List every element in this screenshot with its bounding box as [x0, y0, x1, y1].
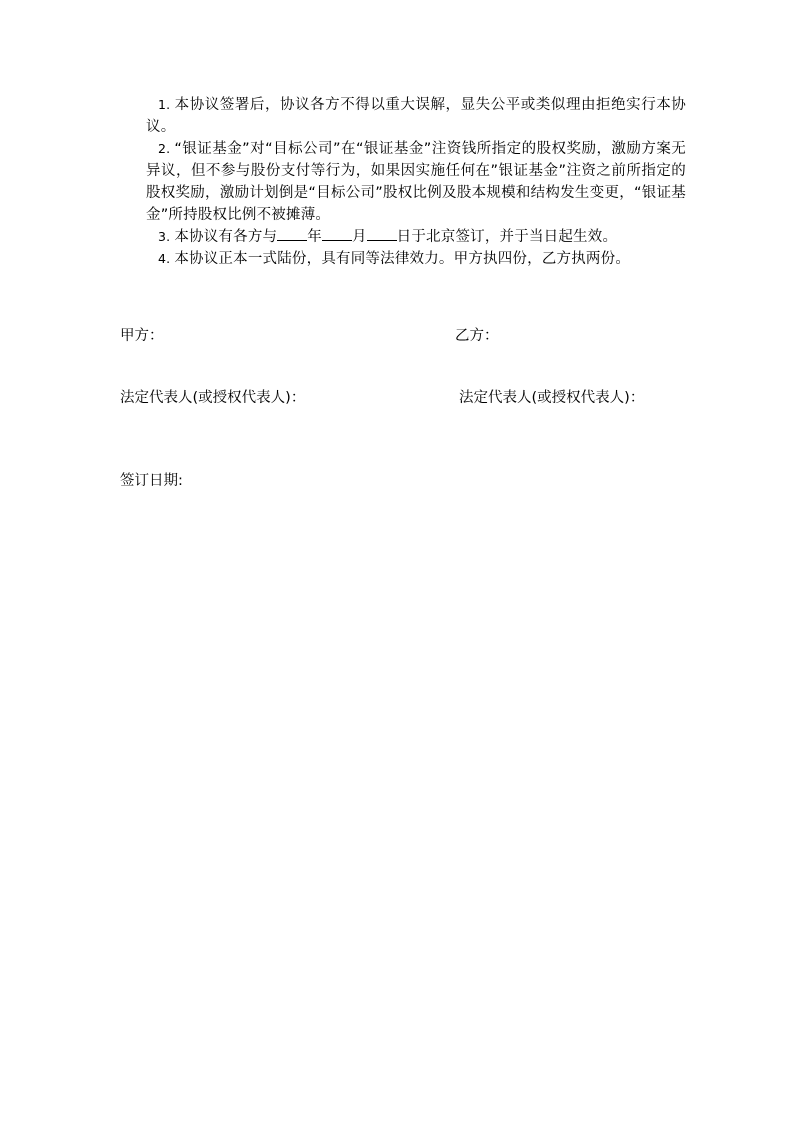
clause-4 [146, 248, 686, 270]
clause-number: 1. [158, 97, 171, 112]
party-a-representative-label: 法定代表人(或授权代表人)： [120, 390, 306, 406]
clause-number: 2. [158, 141, 171, 156]
year-label: 年 [307, 229, 322, 245]
party-a-label: 甲方： [120, 328, 164, 344]
year-blank [277, 226, 307, 241]
party-b-representative-label: 法定代表人(或授权代表人)： [459, 390, 645, 406]
clause-text-end: 日于北京签订，并于当日起生效。 [396, 229, 618, 245]
clause-2 [146, 138, 686, 226]
clause-3 [146, 226, 686, 248]
clause-text: “银证基金”对“目标公司”在“银证基金”注资钱所指定的股权奖励，激励方案无异议，但不参与股份支付等行为，如果因实施任何在”银证基金”注资之前所指定的股权奖励，激励计划倒是“目标公司”股权比例及股本规模和结构发生变更，“银证基金”所持股权比例不被摊薄。 [146, 141, 686, 223]
clause-list [146, 94, 686, 270]
clause-text: 本协议有各方与 [174, 229, 278, 245]
day-blank [367, 226, 397, 241]
month-blank [322, 226, 352, 241]
month-label: 月 [351, 229, 367, 245]
clause-number: 4. [158, 251, 171, 266]
signing-date-label: 签订日期: [120, 473, 183, 489]
clause-number: 3. [158, 229, 171, 244]
clause-text: 本协议签署后，协议各方不得以重大误解，显失公平或类似理由拒绝实行本协议。 [146, 97, 686, 135]
clause-1 [146, 94, 686, 138]
clause-text: 本协议正本一式陆份，具有同等法律效力。甲方执四份，乙方执两份。 [174, 251, 631, 267]
party-b-label: 乙方： [455, 328, 499, 344]
